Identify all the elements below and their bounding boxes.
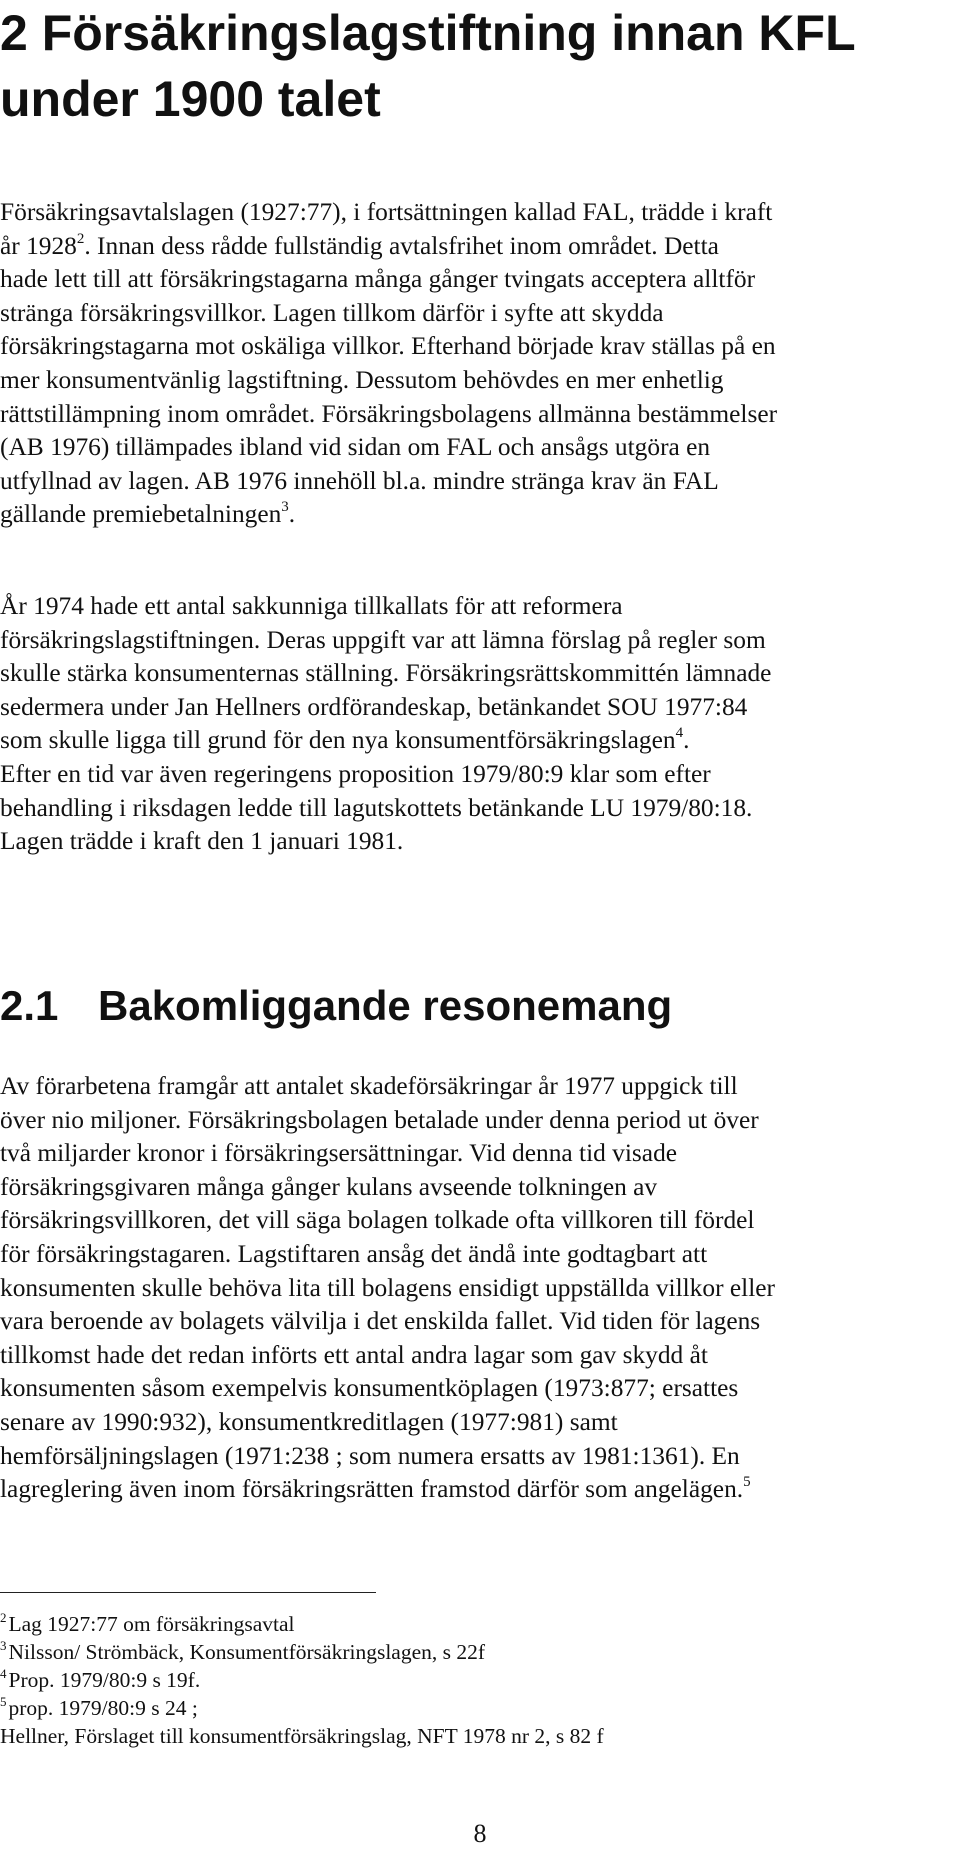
footnote-number: 4 [0,1666,7,1681]
footnote-ref[interactable]: 5 [743,1474,751,1491]
footnotes [0,1610,604,1750]
footnote-ref[interactable]: 2 [76,230,85,247]
text-line: (AB 1976) tillämpades ibland vid sidan om FAL och ansågs utgöra en [0,433,711,462]
page-number: 8 [473,1819,487,1848]
section-heading [0,978,940,1034]
text-line: Försäkringsavtalslagen (1927:77), i fortsättningen kallad FAL, trädde i kraft [0,198,773,226]
text-line: skulle stärka konsumenternas ställning. Försäkringsrättskommittén lämnade [0,659,772,688]
text-line: lagreglering även inom försäkringsrätten framstod därför som angelägen.$^5$ [0,1474,751,1504]
section-title: Bakomliggande resonemang [98,982,673,1029]
text-line: hade lett till att försäkringstagarna många gånger tvingats acceptera alltför [0,265,756,294]
text-line: konsumenten skulle behöva lita till bolagens ensidigt uppställda villkor eller [0,1273,775,1302]
text-line: försäkringsgivaren många gånger kulans avseende tolkningen av [0,1172,658,1201]
text-line: behandling i riksdagen ledde till lagutskottets betänkande LU 1979/80:18. [0,793,753,822]
footnote-text: Prop. 1979/80:9 s 19f. [8,1668,201,1692]
text-line: utfyllnad av lagen. AB 1976 innehöll bl.a. mindre stränga krav än FAL [0,466,719,495]
section-number: 2.1 [0,982,59,1029]
footnote [0,1638,604,1666]
paragraph-reform [0,590,771,859]
text-line: stränga försäkringsvillkor. Lagen tillkom därför i syfte att skydda [0,298,664,327]
chapter-heading: 2 Försäkringslagstiftning innan KFL under 1900 talet [0,5,855,127]
text-line: Efter en tid var även regeringens proposition 1979/80:9 klar som efter [0,759,711,788]
footnote [0,1694,604,1722]
text-line: gällande premiebetalningen$^3$. [0,499,296,529]
footnote-ref[interactable]: 4 [675,725,684,742]
text-line: senare av 1990:932), konsumentkreditlagen (1977:981) samt [0,1407,618,1436]
text-line: som skulle ligga till grund för den nya konsumentförsäkringslagen$^4$. [0,725,690,755]
footnote [0,1666,604,1694]
text-line: Lagen trädde i kraft den 1 januari 1981. [0,827,404,856]
text-line: rättstillämpning inom området. Försäkringsbolagens allmänna bestämmelser [0,399,778,428]
footnote-text: Lag 1927:77 om försäkringsavtal [8,1612,295,1636]
footnote-number: 2 [0,1610,7,1625]
footnote-text: Nilsson/ Strömbäck, Konsumentförsäkringslagen, s 22f [8,1640,486,1664]
text-line: konsumenten såsom exempelvis konsumentköplagen (1973:877; ersattes [0,1374,739,1403]
footnote-number: 5 [0,1694,7,1709]
footnote-number: 3 [0,1638,7,1653]
text-line: hemförsäljningslagen (1971:238 ; som numera ersatts av 1981:1361). En [0,1441,740,1470]
text-line: År 1974 hade ett antal sakkunniga tillkallats för att reformera [0,592,623,620]
text-line: försäkringslagstiftningen. Deras uppgift var att lämna förslag på regler som [0,625,766,654]
text-line: försäkringsvillkoren, det vill säga bolagen tolkade ofta villkoren till fördel [0,1206,755,1235]
paragraph-fal-history [0,196,777,532]
text-line: år 1928$^2$. Innan dess rådde fullständig avtalsfrihet inom området. Detta [0,230,719,260]
footnote-text: Hellner, Förslaget till konsumentförsäkringslag, NFT 1978 nr 2, s 82 f [0,1724,604,1748]
text-line: över nio miljoner. Försäkringsbolagen betalade under denna period ut över [0,1105,759,1134]
text-line: Av förarbetena framgår att antalet skadeförsäkringar år 1977 uppgick till [0,1072,738,1100]
footnote [0,1610,604,1638]
text-line: mer konsumentvänlig lagstiftning. Dessutom behövdes en mer enhetlig [0,365,724,394]
text-line: vara beroende av bolagets välvilja i det enskilda fallet. Vid tiden för lagens [0,1307,761,1336]
footnote-text: prop. 1979/80:9 s 24 ; [8,1696,198,1720]
text-line: sedermera under Jan Hellners ordförandeskap, betänkandet SOU 1977:84 [0,692,748,721]
footnote-separator [0,1592,376,1593]
footnote-ref[interactable]: 3 [281,499,289,516]
text-line: tillkomst hade det redan införts ett antal andra lagar som gav skydd åt [0,1340,708,1369]
text-line: för försäkringstagaren. Lagstiftaren ansåg det ändå inte godtagbart att [0,1239,708,1268]
text-line: två miljarder kronor i försäkringsersättningar. Vid denna tid visade [0,1139,678,1168]
paragraph-background [0,1070,775,1507]
footnote-continuation [0,1722,604,1750]
text-line: försäkringstagarna mot oskäliga villkor. Efterhand började krav ställas på en [0,332,776,361]
